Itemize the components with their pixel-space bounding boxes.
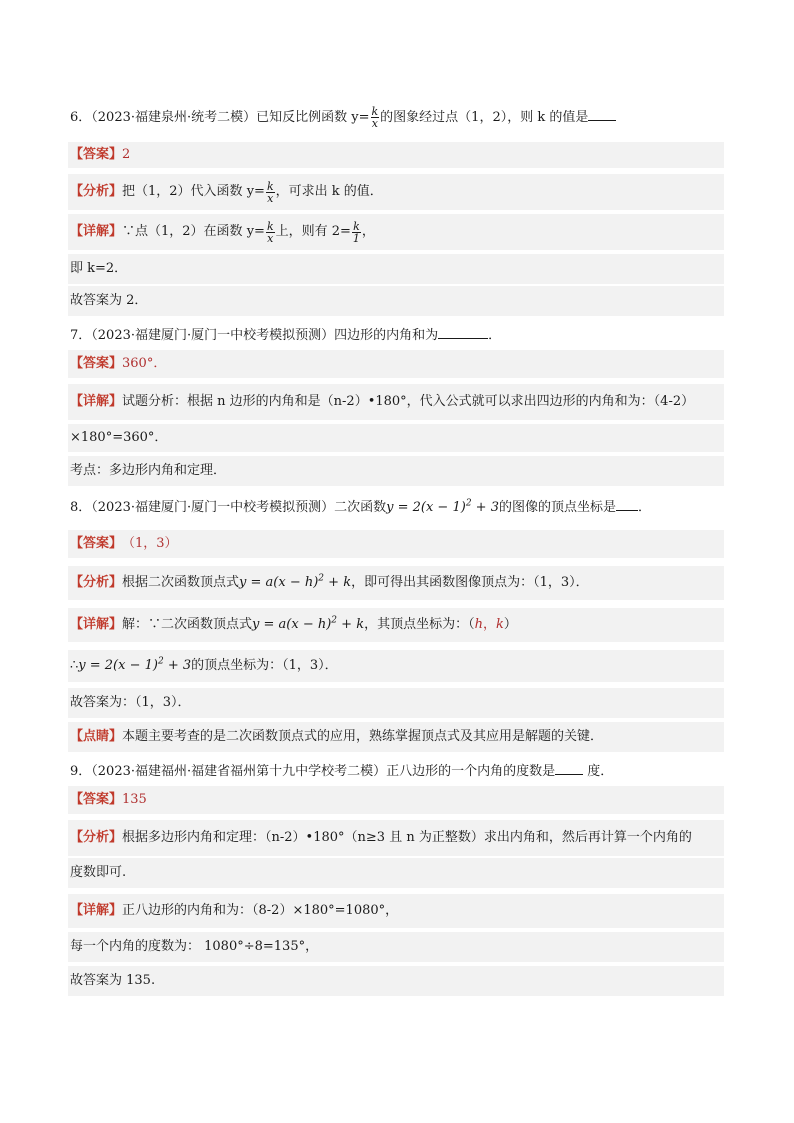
detail-text-a: ∵点（1，2）在函数 y= [122,224,265,239]
fraction-numerator: k [371,105,379,118]
detail-line-text: 故答案为 135. [70,973,156,988]
analysis-tag: 【分析】 [70,575,123,590]
detail-line-text: 故答案为 2． [70,293,148,308]
formula-body: y = 2(x − 1) [78,658,158,673]
detail-line-text: ×180°=360°． [70,430,168,445]
analysis-line-text: 度数即可. [70,865,127,880]
analysis-band-q9 [68,820,724,856]
question-6-stem [70,106,730,129]
analysis-text-a: 根据二次函数顶点式 [122,575,240,590]
detail-band-q8 [68,608,724,642]
answer-value: 360°． [122,356,167,371]
fraction-k-over-1 [352,221,361,244]
detail-line-text: 的顶点坐标为：（1，3）． [191,658,338,673]
formula-exponent: 2 [318,573,325,584]
formula-body: y = a(x − h) [252,617,332,632]
question-9-stem [70,760,730,782]
answer-band-q7 [68,350,724,378]
vertex-h: h [474,617,483,632]
question-8-stem [70,496,730,518]
detail-tag: 【详解】 [70,903,123,918]
detail-tag: 【详解】 [70,394,123,409]
detail-text: 试题分析：根据 n 边形的内角和是（n-2）•180°，代入公式就可以求出四边形的内角和为：（4-2） [122,394,695,409]
formula-vertex-form [252,615,364,635]
formula-tail: + 3 [163,658,192,673]
answer-tag: 【答案】 [70,536,123,551]
comment-tag: 【点睛】 [70,729,123,744]
answer-value: （1，3） [122,536,178,551]
question-8-text-b: 的图像的顶点坐标是 [498,500,616,515]
analysis-line-q9-2 [68,858,724,888]
analysis-text-b: ，可求出 k 的值． [275,184,383,199]
answer-band-q8 [68,530,724,558]
note-text: 考点：多边形内角和定理． [70,463,227,478]
formula-quadratic [386,500,499,515]
detail-band-q6 [68,214,724,250]
detail-tag: 【详解】 [70,224,123,239]
question-9-text: 9．（2023·福建福州·福建省福州第十九中学校考二模）正八边形的一个内角的度数是 [70,764,556,779]
question-8-text-a: 8．（2023·福建厦门·厦门一中校考模拟预测）二次函数 [70,500,387,515]
answer-tag: 【答案】 [70,147,123,162]
detail-text: 正八边形的内角和为：（8-2）×180°=1080°， [122,903,399,918]
vertex-k: k [495,617,504,632]
detail-line-q9-2 [68,932,724,962]
therefore-symbol: ∴ [70,658,79,673]
formula-tail: + k [324,575,352,590]
answer-tag: 【答案】 [70,356,123,371]
detail-line-text: 即 k=2． [70,261,128,276]
detail-text-a: 解：∵二次函数顶点式 [122,617,253,632]
formula-tail: + k [337,617,365,632]
analysis-tag: 【分析】 [70,830,123,845]
question-6-text-a: 6．（2023·福建泉州·统考二模）已知反比例函数 y= [70,110,370,125]
detail-text-c: ， [361,224,375,239]
vertex-close: ） [503,617,517,632]
answer-tag: 【答案】 [70,792,123,807]
question-7-end: ． [488,328,502,343]
answer-blank [616,496,638,511]
formula-vertex-form [239,573,351,593]
formula-tail: + 3 [471,500,499,515]
formula-exponent: 2 [157,656,164,667]
answer-band-q9 [68,786,724,814]
detail-band-q7 [68,384,724,420]
fraction-numerator: k [266,179,274,193]
question-7-stem [70,324,730,346]
detail-line-text: 故答案为：（1，3）． [70,695,191,710]
detail-line-text: 每一个内角的度数为： 1080°÷8=135°， [70,939,319,954]
answer-band-q6 [68,142,724,168]
comment-text: 本题主要考查的是二次函数顶点式的应用，熟练掌握顶点式及其应用是解题的关键． [122,729,604,744]
detail-band-q9 [68,894,724,928]
detail-tag: 【详解】 [70,617,123,632]
detail-text-b: ，其顶点坐标为：（ [364,617,475,632]
analysis-text-b: ，即可得出其函数图像顶点为：（1，3）． [351,575,589,590]
answer-blank [588,106,616,121]
detail-line-q8-3 [68,688,724,718]
answer-blank [438,324,488,339]
detail-line-q7-2 [68,424,724,452]
analysis-text-a: 把（1，2）代入函数 y= [122,184,265,199]
question-7-text: 7．（2023·福建厦门·厦门一中校考模拟预测）四边形的内角和为 [70,328,439,343]
analysis-text: 根据多边形内角和定理：（n-2）•180°（n≥3 且 n 为正整数）求出内角和，然后再计算一个内角的 [122,830,692,845]
answer-value: 2 [122,147,131,162]
vertex-comma: ， [482,617,496,632]
fraction-denominator: 1 [352,231,360,245]
fraction-numerator: k [266,219,274,233]
detail-line-q9-3 [68,966,724,996]
fraction-k-over-x [266,181,275,204]
formula-body: y = 2(x − 1) [386,500,466,515]
formula-exponent: 2 [331,615,338,626]
detail-line-q8-2 [68,650,724,682]
formula-quadratic [78,656,191,676]
fraction-denominator: x [371,117,378,130]
detail-line-q6-3 [68,286,724,316]
answer-value: 135 [122,792,147,807]
question-8-end: ． [638,500,652,515]
analysis-tag: 【分析】 [70,184,123,199]
formula-exponent: 2 [465,498,472,509]
fraction-k-over-x [371,106,380,129]
detail-line-q6-2 [68,254,724,284]
comment-band-q8 [68,722,724,752]
formula-body: y = a(x − h) [239,575,319,590]
fraction-denominator: x [267,191,274,205]
analysis-band-q8 [68,566,724,600]
question-9-end: 度． [583,764,614,779]
note-band-q7 [68,456,724,486]
fraction-denominator: x [267,231,274,245]
question-6-text-b: 的图象经过点（1，2），则 k 的值是 [380,110,589,125]
fraction-numerator: k [353,219,360,233]
analysis-band-q6 [68,174,724,210]
answer-blank [555,760,583,775]
fraction-k-over-x [266,221,275,244]
detail-text-b: 上，则有 2= [275,224,351,239]
